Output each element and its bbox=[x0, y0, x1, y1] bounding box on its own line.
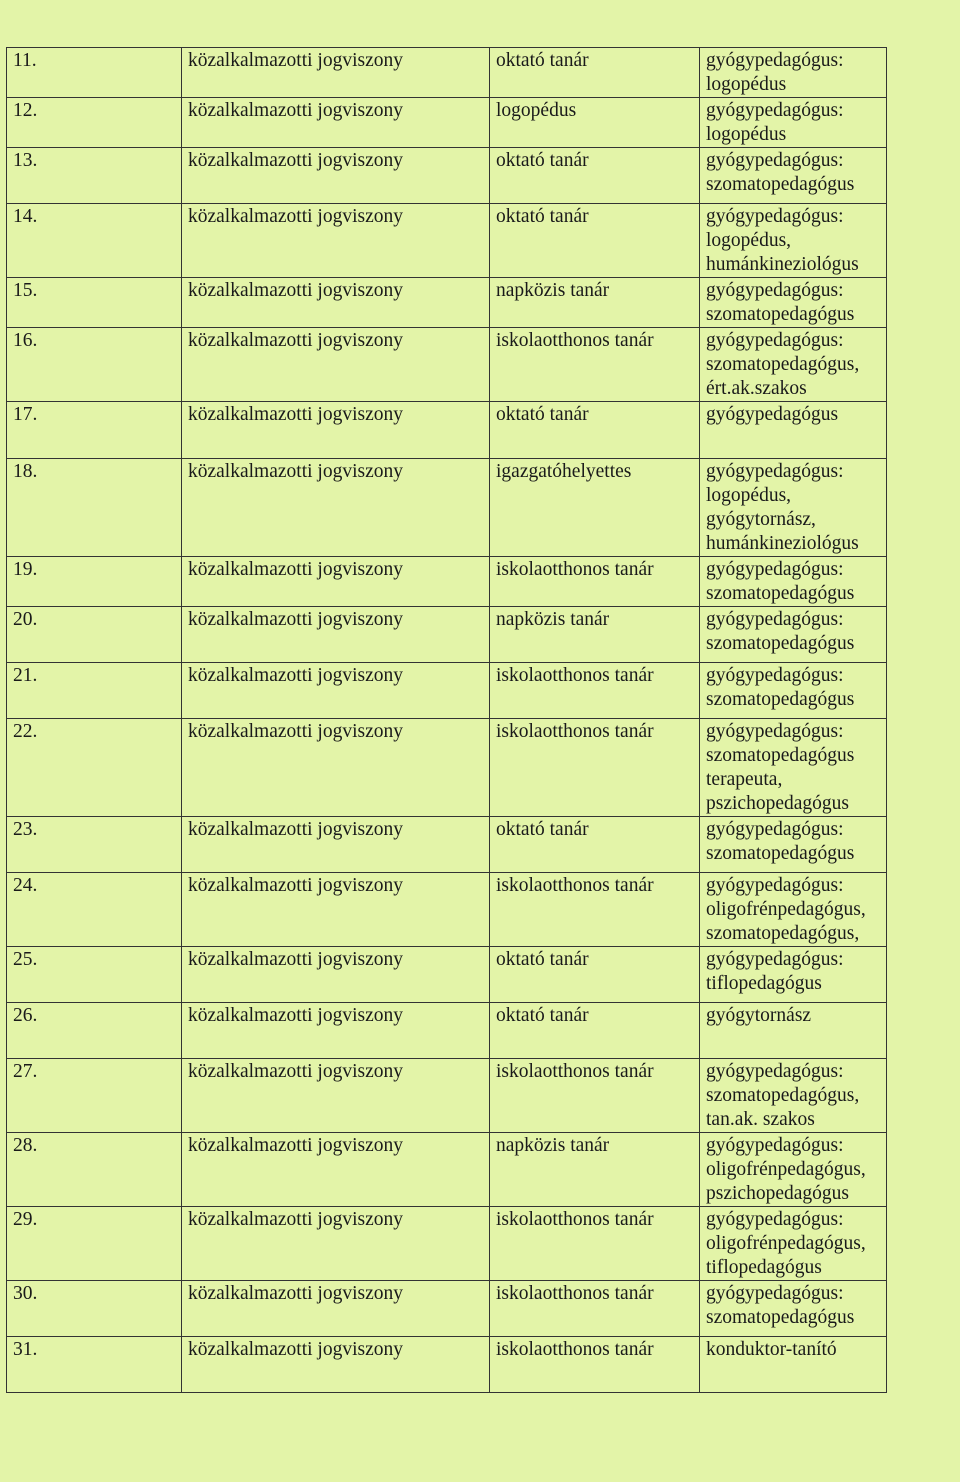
qualification bbox=[700, 328, 887, 402]
row-number: 21. bbox=[7, 663, 182, 719]
table-row bbox=[7, 663, 887, 719]
row-number: 24. bbox=[7, 873, 182, 947]
qualification-line: gyógypedagógus: bbox=[706, 819, 844, 840]
qualification-line: gyógypedagógus: bbox=[706, 206, 844, 227]
table-row bbox=[7, 607, 887, 663]
table-row bbox=[7, 459, 887, 557]
job-position: napközis tanár bbox=[490, 278, 700, 328]
qualification bbox=[700, 148, 887, 204]
qualification-line: gyógytornász bbox=[706, 1005, 812, 1026]
table-row bbox=[7, 1003, 887, 1059]
qualification-line: logopédus, bbox=[706, 230, 792, 251]
table-row bbox=[7, 557, 887, 607]
row-number: 23. bbox=[7, 817, 182, 873]
row-number: 16. bbox=[7, 328, 182, 402]
table-row bbox=[7, 873, 887, 947]
employment-relation: közalkalmazotti jogviszony bbox=[182, 1133, 490, 1207]
employment-relation: közalkalmazotti jogviszony bbox=[182, 817, 490, 873]
staff-table bbox=[6, 47, 887, 1393]
job-position: oktató tanár bbox=[490, 148, 700, 204]
row-number: 29. bbox=[7, 1207, 182, 1281]
row-number: 22. bbox=[7, 719, 182, 817]
employment-relation: közalkalmazotti jogviszony bbox=[182, 1337, 490, 1393]
qualification bbox=[700, 719, 887, 817]
qualification-line: gyógytornász, bbox=[706, 509, 816, 530]
qualification-line: tiflopedagógus bbox=[706, 973, 822, 994]
employment-relation: közalkalmazotti jogviszony bbox=[182, 1003, 490, 1059]
table-row bbox=[7, 328, 887, 402]
qualification bbox=[700, 204, 887, 278]
row-number: 27. bbox=[7, 1059, 182, 1133]
qualification bbox=[700, 402, 887, 459]
row-number: 19. bbox=[7, 557, 182, 607]
qualification-line: logopédus bbox=[706, 74, 787, 95]
job-position: logopédus bbox=[490, 98, 700, 148]
job-position: iskolaotthonos tanár bbox=[490, 557, 700, 607]
qualification-line: oligofrénpedagógus, bbox=[706, 1233, 866, 1254]
job-position: iskolaotthonos tanár bbox=[490, 1059, 700, 1133]
qualification bbox=[700, 873, 887, 947]
job-position: iskolaotthonos tanár bbox=[490, 1337, 700, 1393]
employment-relation: közalkalmazotti jogviszony bbox=[182, 402, 490, 459]
job-position: oktató tanár bbox=[490, 204, 700, 278]
qualification-line: tiflopedagógus bbox=[706, 1257, 822, 1278]
qualification-line: gyógypedagógus: bbox=[706, 1283, 844, 1304]
employment-relation: közalkalmazotti jogviszony bbox=[182, 663, 490, 719]
job-position: napközis tanár bbox=[490, 607, 700, 663]
table-row bbox=[7, 402, 887, 459]
job-position: oktató tanár bbox=[490, 947, 700, 1003]
qualification-line: szomatopedagógus bbox=[706, 1307, 855, 1328]
qualification-line: pszichopedagógus bbox=[706, 1183, 849, 1204]
row-number: 31. bbox=[7, 1337, 182, 1393]
table-row bbox=[7, 1059, 887, 1133]
qualification bbox=[700, 278, 887, 328]
qualification-line: gyógypedagógus: bbox=[706, 100, 844, 121]
qualification-line: gyógypedagógus: bbox=[706, 875, 844, 896]
qualification-line: gyógypedagógus: bbox=[706, 330, 844, 351]
job-position: oktató tanár bbox=[490, 1003, 700, 1059]
job-position: oktató tanár bbox=[490, 48, 700, 98]
employment-relation: közalkalmazotti jogviszony bbox=[182, 607, 490, 663]
employment-relation: közalkalmazotti jogviszony bbox=[182, 1059, 490, 1133]
employment-relation: közalkalmazotti jogviszony bbox=[182, 278, 490, 328]
qualification bbox=[700, 817, 887, 873]
row-number: 20. bbox=[7, 607, 182, 663]
row-number: 13. bbox=[7, 148, 182, 204]
qualification bbox=[700, 1003, 887, 1059]
row-number: 12. bbox=[7, 98, 182, 148]
employment-relation: közalkalmazotti jogviszony bbox=[182, 98, 490, 148]
qualification-line: ért.ak.szakos bbox=[706, 378, 807, 399]
qualification bbox=[700, 1337, 887, 1393]
staff-table-body bbox=[7, 48, 887, 1393]
qualification-line: humánkineziológus bbox=[706, 533, 859, 554]
job-position: oktató tanár bbox=[490, 817, 700, 873]
qualification-line: gyógypedagógus: bbox=[706, 721, 844, 742]
qualification-line: szomatopedagógus bbox=[706, 745, 855, 766]
employment-relation: közalkalmazotti jogviszony bbox=[182, 459, 490, 557]
qualification-line: tan.ak. szakos bbox=[706, 1109, 815, 1130]
employment-relation: közalkalmazotti jogviszony bbox=[182, 947, 490, 1003]
employment-relation: közalkalmazotti jogviszony bbox=[182, 328, 490, 402]
qualification-line: gyógypedagógus: bbox=[706, 665, 844, 686]
table-row bbox=[7, 98, 887, 148]
qualification-line: oligofrénpedagógus, bbox=[706, 899, 866, 920]
employment-relation: közalkalmazotti jogviszony bbox=[182, 719, 490, 817]
qualification-line: szomatopedagógus bbox=[706, 583, 855, 604]
row-number: 15. bbox=[7, 278, 182, 328]
employment-relation: közalkalmazotti jogviszony bbox=[182, 1207, 490, 1281]
qualification-line: szomatopedagógus bbox=[706, 304, 855, 325]
qualification-line: szomatopedagógus, bbox=[706, 354, 860, 375]
qualification bbox=[700, 1281, 887, 1337]
row-number: 28. bbox=[7, 1133, 182, 1207]
employment-relation: közalkalmazotti jogviszony bbox=[182, 204, 490, 278]
employment-relation: közalkalmazotti jogviszony bbox=[182, 148, 490, 204]
employment-relation: közalkalmazotti jogviszony bbox=[182, 873, 490, 947]
qualification bbox=[700, 1059, 887, 1133]
row-number: 17. bbox=[7, 402, 182, 459]
table-row bbox=[7, 719, 887, 817]
row-number: 18. bbox=[7, 459, 182, 557]
job-position: iskolaotthonos tanár bbox=[490, 328, 700, 402]
qualification-line: humánkineziológus bbox=[706, 254, 859, 275]
job-position: igazgatóhelyettes bbox=[490, 459, 700, 557]
qualification-line: szomatopedagógus bbox=[706, 689, 855, 710]
qualification bbox=[700, 557, 887, 607]
qualification-line: pszichopedagógus bbox=[706, 793, 849, 814]
employment-relation: közalkalmazotti jogviszony bbox=[182, 1281, 490, 1337]
row-number: 26. bbox=[7, 1003, 182, 1059]
table-row bbox=[7, 1337, 887, 1393]
qualification-line: szomatopedagógus, bbox=[706, 1085, 860, 1106]
qualification-line: szomatopedagógus bbox=[706, 174, 855, 195]
qualification-line: gyógypedagógus: bbox=[706, 50, 844, 71]
qualification-line: gyógypedagógus: bbox=[706, 609, 844, 630]
job-position: iskolaotthonos tanár bbox=[490, 663, 700, 719]
table-row bbox=[7, 1281, 887, 1337]
row-number: 25. bbox=[7, 947, 182, 1003]
qualification-line: szomatopedagógus bbox=[706, 633, 855, 654]
job-position: napközis tanár bbox=[490, 1133, 700, 1207]
qualification-line: terapeuta, bbox=[706, 769, 783, 790]
qualification-line: gyógypedagógus: bbox=[706, 1135, 844, 1156]
job-position: iskolaotthonos tanár bbox=[490, 719, 700, 817]
qualification bbox=[700, 607, 887, 663]
qualification-line: szomatopedagógus bbox=[706, 843, 855, 864]
qualification bbox=[700, 98, 887, 148]
row-number: 14. bbox=[7, 204, 182, 278]
qualification-line: gyógypedagógus: bbox=[706, 461, 844, 482]
qualification-line: konduktor-tanító bbox=[706, 1339, 837, 1360]
qualification bbox=[700, 459, 887, 557]
qualification bbox=[700, 1207, 887, 1281]
employment-relation: közalkalmazotti jogviszony bbox=[182, 557, 490, 607]
table-row bbox=[7, 817, 887, 873]
table-row bbox=[7, 148, 887, 204]
qualification-line: gyógypedagógus: bbox=[706, 559, 844, 580]
employment-relation: közalkalmazotti jogviszony bbox=[182, 48, 490, 98]
table-row bbox=[7, 204, 887, 278]
document-page bbox=[6, 47, 887, 1393]
table-row bbox=[7, 48, 887, 98]
qualification-line: oligofrénpedagógus, bbox=[706, 1159, 866, 1180]
qualification bbox=[700, 1133, 887, 1207]
qualification bbox=[700, 48, 887, 98]
qualification bbox=[700, 947, 887, 1003]
row-number: 30. bbox=[7, 1281, 182, 1337]
table-row bbox=[7, 1133, 887, 1207]
job-position: oktató tanár bbox=[490, 402, 700, 459]
job-position: iskolaotthonos tanár bbox=[490, 873, 700, 947]
qualification-line: gyógypedagógus: bbox=[706, 1209, 844, 1230]
row-number: 11. bbox=[7, 48, 182, 98]
qualification-line: gyógypedagógus: bbox=[706, 949, 844, 970]
job-position: iskolaotthonos tanár bbox=[490, 1207, 700, 1281]
qualification-line: logopédus bbox=[706, 124, 787, 145]
job-position: iskolaotthonos tanár bbox=[490, 1281, 700, 1337]
table-row bbox=[7, 947, 887, 1003]
table-row bbox=[7, 1207, 887, 1281]
table-row bbox=[7, 278, 887, 328]
qualification-line: gyógypedagógus: bbox=[706, 150, 844, 171]
qualification-line: szomatopedagógus, bbox=[706, 923, 860, 944]
qualification-line: gyógypedagógus bbox=[706, 404, 839, 425]
qualification-line: logopédus, bbox=[706, 485, 792, 506]
qualification bbox=[700, 663, 887, 719]
qualification-line: gyógypedagógus: bbox=[706, 1061, 844, 1082]
qualification-line: gyógypedagógus: bbox=[706, 280, 844, 301]
